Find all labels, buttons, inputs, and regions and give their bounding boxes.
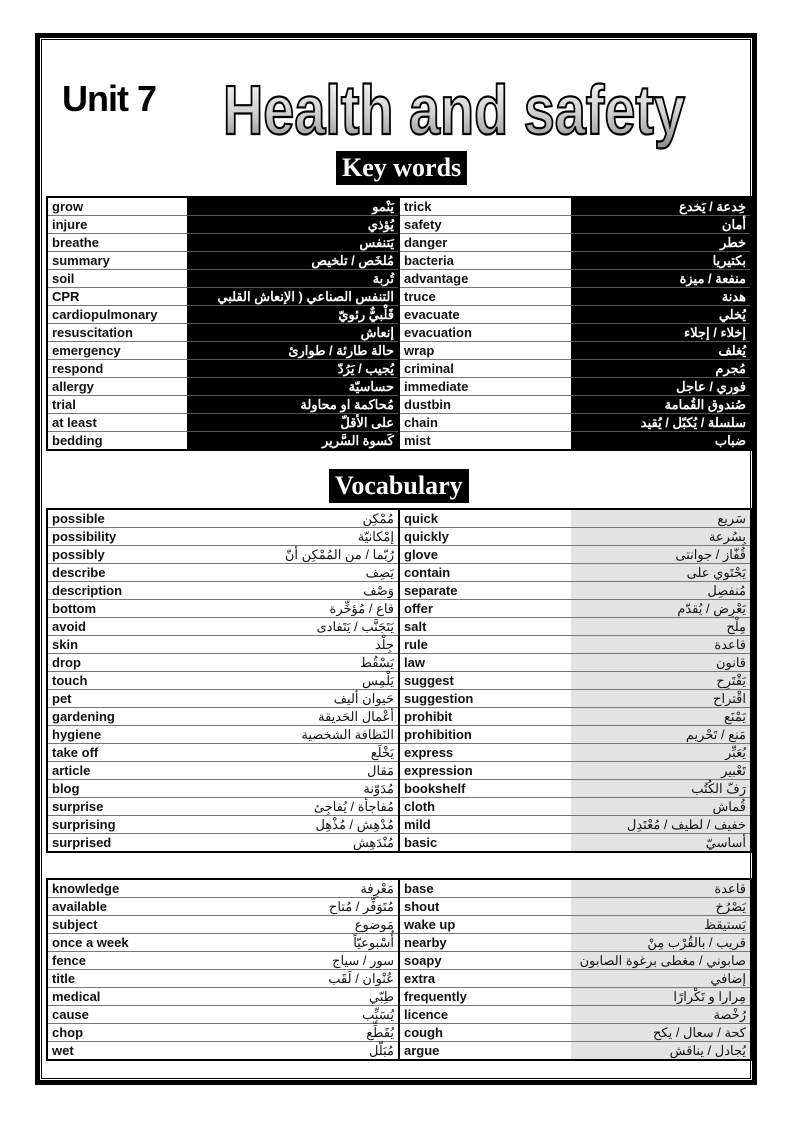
english-word: base — [399, 879, 571, 898]
arabic-meaning: قاعدة — [571, 636, 751, 654]
english-word: medical — [47, 988, 220, 1006]
word-row — [47, 600, 751, 618]
arabic-meaning: اقْتراح — [571, 690, 751, 708]
english-word: offer — [399, 600, 571, 618]
english-word: gardening — [47, 708, 220, 726]
arabic-meaning: هدنة — [571, 288, 751, 306]
english-word: express — [399, 744, 571, 762]
arabic-meaning: مُنْدَهِش — [220, 834, 399, 853]
english-word: separate — [399, 582, 571, 600]
english-word: cough — [399, 1024, 571, 1042]
word-row — [47, 564, 751, 582]
arabic-meaning: قُماش — [571, 798, 751, 816]
word-row — [47, 1006, 751, 1024]
english-word: nearby — [399, 934, 571, 952]
arabic-meaning: يَتَجَنَّب / يَتَفادى — [220, 618, 399, 636]
english-word: prohibit — [399, 708, 571, 726]
english-word: evacuate — [399, 306, 571, 324]
english-word: bookshelf — [399, 780, 571, 798]
english-word: cardiopulmonary — [47, 306, 187, 324]
english-word: criminal — [399, 360, 571, 378]
english-word: possibility — [47, 528, 220, 546]
arabic-meaning: مُبَلّل — [220, 1042, 399, 1061]
word-row — [47, 672, 751, 690]
arabic-meaning: إضافي — [571, 970, 751, 988]
english-word: surprise — [47, 798, 220, 816]
arabic-meaning: على الأقلّ — [187, 414, 399, 432]
arabic-meaning: منفعة / ميزة — [571, 270, 751, 288]
word-row — [47, 528, 751, 546]
word-row — [47, 252, 751, 270]
english-word: danger — [399, 234, 571, 252]
arabic-meaning: يُجادل / يناقش — [571, 1042, 751, 1061]
arabic-meaning: صابوني / مغطى برغوة الصابون — [571, 952, 751, 970]
arabic-meaning: مَنع / تَحْريم — [571, 726, 751, 744]
arabic-meaning: بِسُرعة — [571, 528, 751, 546]
page-title-text: Health and safety — [223, 71, 686, 149]
english-word: suggest — [399, 672, 571, 690]
arabic-meaning: يُخلي — [571, 306, 751, 324]
arabic-meaning: صُندوق القُمامة — [571, 396, 751, 414]
word-row — [47, 1042, 751, 1061]
word-row — [47, 780, 751, 798]
arabic-meaning: حساسيّة — [187, 378, 399, 396]
arabic-meaning: إخلاء / إجلاء — [571, 324, 751, 342]
arabic-meaning: يَمْنَع — [571, 708, 751, 726]
word-row — [47, 582, 751, 600]
english-word: surprised — [47, 834, 220, 853]
english-word: trick — [399, 197, 571, 216]
word-row — [47, 432, 751, 451]
arabic-meaning: رُخْصة — [571, 1006, 751, 1024]
arabic-meaning: مَقال — [220, 762, 399, 780]
arabic-meaning: أساسيّ — [571, 834, 751, 853]
english-word: blog — [47, 780, 220, 798]
english-word: at least — [47, 414, 187, 432]
arabic-meaning: يَتنفس — [187, 234, 399, 252]
arabic-meaning: مَوضوع — [220, 916, 399, 934]
arabic-meaning: النَظافة الشخصية — [220, 726, 399, 744]
key-words-table — [46, 196, 752, 451]
english-word: breathe — [47, 234, 187, 252]
arabic-meaning: جِلْد — [220, 636, 399, 654]
english-word: pet — [47, 690, 220, 708]
arabic-meaning: حَيوان أليف — [220, 690, 399, 708]
word-row — [47, 879, 751, 898]
word-row — [47, 816, 751, 834]
arabic-meaning: يُسَبِّب — [220, 1006, 399, 1024]
arabic-meaning: قَلْبيٌّ رئويّ — [187, 306, 399, 324]
arabic-meaning: يُؤذي — [187, 216, 399, 234]
arabic-meaning: يَستيقظ — [571, 916, 751, 934]
word-row — [47, 970, 751, 988]
english-word: dustbin — [399, 396, 571, 414]
word-row — [47, 834, 751, 853]
word-row — [47, 1024, 751, 1042]
english-word: respond — [47, 360, 187, 378]
arabic-meaning: مِرارا و تَكْرارًا — [571, 988, 751, 1006]
english-word: shout — [399, 898, 571, 916]
arabic-meaning: مُنفصِل — [571, 582, 751, 600]
english-word: article — [47, 762, 220, 780]
arabic-meaning: إنعاش — [187, 324, 399, 342]
english-word: cloth — [399, 798, 571, 816]
arabic-meaning: يَحْتَوي على — [571, 564, 751, 582]
arabic-meaning: مُدْهِش / مُذْهِل — [220, 816, 399, 834]
english-word: surprising — [47, 816, 220, 834]
arabic-meaning: قريب / بالقُرْب مِنْ — [571, 934, 751, 952]
arabic-meaning: طِبّي — [220, 988, 399, 1006]
english-word: truce — [399, 288, 571, 306]
english-word: law — [399, 654, 571, 672]
english-word: available — [47, 898, 220, 916]
unit-label: Unit 7 — [62, 78, 157, 119]
word-row — [47, 708, 751, 726]
english-word: resuscitation — [47, 324, 187, 342]
word-row — [47, 234, 751, 252]
arabic-meaning: عُنْوان / لَقَب — [220, 970, 399, 988]
word-row — [47, 690, 751, 708]
english-word: argue — [399, 1042, 571, 1061]
english-word: description — [47, 582, 220, 600]
arabic-meaning: مُدَوّنة — [220, 780, 399, 798]
english-word: grow — [47, 197, 187, 216]
arabic-meaning: رُبّما / من المُمْكِن أنّ — [220, 546, 399, 564]
english-word: bottom — [47, 600, 220, 618]
word-row — [47, 654, 751, 672]
arabic-meaning: يُقَطِّع — [220, 1024, 399, 1042]
vocabulary-table-1 — [46, 508, 752, 853]
english-word: soapy — [399, 952, 571, 970]
word-row — [47, 898, 751, 916]
arabic-meaning: وَصْف — [220, 582, 399, 600]
english-word: bedding — [47, 432, 187, 451]
word-row — [47, 306, 751, 324]
arabic-meaning: يَخْلَع — [220, 744, 399, 762]
arabic-meaning: قُفّاز / جوانتى — [571, 546, 751, 564]
english-word: title — [47, 970, 220, 988]
arabic-meaning: تُربة — [187, 270, 399, 288]
word-row — [47, 216, 751, 234]
english-word: rule — [399, 636, 571, 654]
arabic-meaning: قاعدة — [571, 879, 751, 898]
word-row — [47, 197, 751, 216]
arabic-meaning: أعْمال الحَديقة — [220, 708, 399, 726]
english-word: immediate — [399, 378, 571, 396]
arabic-meaning: يَسْقُط — [220, 654, 399, 672]
english-word: possible — [47, 509, 220, 528]
vocabulary-table-2 — [46, 878, 752, 1061]
word-row — [47, 762, 751, 780]
english-word: glove — [399, 546, 571, 564]
word-row — [47, 324, 751, 342]
english-word: skin — [47, 636, 220, 654]
arabic-meaning: مُجرم — [571, 360, 751, 378]
english-word: CPR — [47, 288, 187, 306]
english-word: mild — [399, 816, 571, 834]
arabic-meaning: مُفاجأة / يُفاجِئ — [220, 798, 399, 816]
english-word: allergy — [47, 378, 187, 396]
arabic-meaning: يَقْتَرِح — [571, 672, 751, 690]
english-word: hygiene — [47, 726, 220, 744]
arabic-meaning: أمان — [571, 216, 751, 234]
english-word: touch — [47, 672, 220, 690]
vocabulary-heading: Vocabulary — [329, 469, 469, 503]
arabic-meaning: يَلْمِس — [220, 672, 399, 690]
word-row — [47, 636, 751, 654]
english-word: subject — [47, 916, 220, 934]
english-word: summary — [47, 252, 187, 270]
arabic-meaning: قانون — [571, 654, 751, 672]
arabic-meaning: مُمْكِن — [220, 509, 399, 528]
english-word: salt — [399, 618, 571, 636]
arabic-meaning: تَعْبير — [571, 762, 751, 780]
arabic-meaning: مِلْح — [571, 618, 751, 636]
english-word: frequently — [399, 988, 571, 1006]
english-word: chain — [399, 414, 571, 432]
word-row — [47, 988, 751, 1006]
arabic-meaning: مُتَوَفِّر / مُتاح — [220, 898, 399, 916]
arabic-meaning: سلسلة / يُكبّل / يُقيد — [571, 414, 751, 432]
english-word: prohibition — [399, 726, 571, 744]
english-word: extra — [399, 970, 571, 988]
english-word: safety — [399, 216, 571, 234]
word-row — [47, 916, 751, 934]
word-row — [47, 360, 751, 378]
arabic-meaning: التنفس الصناعي ( الإنعاش القلبي — [187, 288, 399, 306]
word-row — [47, 744, 751, 762]
english-word: soil — [47, 270, 187, 288]
word-row — [47, 342, 751, 360]
arabic-meaning: رَفّ الكُتُب — [571, 780, 751, 798]
english-word: fence — [47, 952, 220, 970]
arabic-meaning: يَعْرِض / يُقدّم — [571, 600, 751, 618]
arabic-meaning: يُعَبِّر — [571, 744, 751, 762]
english-word: advantage — [399, 270, 571, 288]
english-word: wake up — [399, 916, 571, 934]
english-word: wet — [47, 1042, 220, 1061]
english-word: basic — [399, 834, 571, 853]
english-word: avoid — [47, 618, 220, 636]
word-row — [47, 509, 751, 528]
word-row — [47, 952, 751, 970]
arabic-meaning: مُلخَص / تلخيص — [187, 252, 399, 270]
english-word: expression — [399, 762, 571, 780]
arabic-meaning: إمْكانيّة — [220, 528, 399, 546]
english-word: quick — [399, 509, 571, 528]
english-word: suggestion — [399, 690, 571, 708]
arabic-meaning: بكتيريا — [571, 252, 751, 270]
arabic-meaning: سَريع — [571, 509, 751, 528]
arabic-meaning: يَنْمو — [187, 197, 399, 216]
word-row — [47, 414, 751, 432]
word-row — [47, 378, 751, 396]
english-word: quickly — [399, 528, 571, 546]
arabic-meaning: حالة طارئة / طوارئ — [187, 342, 399, 360]
arabic-meaning: كحة / سعال / يكح — [571, 1024, 751, 1042]
arabic-meaning: خفيف / لطيف / مُعْتَدِل — [571, 816, 751, 834]
arabic-meaning: ضباب — [571, 432, 751, 451]
word-row — [47, 288, 751, 306]
page-title — [220, 62, 688, 152]
english-word: emergency — [47, 342, 187, 360]
word-row — [47, 798, 751, 816]
arabic-meaning: فوري / عاجل — [571, 378, 751, 396]
english-word: once a week — [47, 934, 220, 952]
english-word: chop — [47, 1024, 220, 1042]
arabic-meaning: يُجيب / يَرُدّ — [187, 360, 399, 378]
english-word: possibly — [47, 546, 220, 564]
word-row — [47, 396, 751, 414]
arabic-meaning: كَسوة السَّرير — [187, 432, 399, 451]
arabic-meaning: أُسْبوعيّاً — [220, 934, 399, 952]
arabic-meaning: مُحاكمة او محاولة — [187, 396, 399, 414]
english-word: mist — [399, 432, 571, 451]
english-word: drop — [47, 654, 220, 672]
arabic-meaning: سور / سياج — [220, 952, 399, 970]
english-word: take off — [47, 744, 220, 762]
english-word: trial — [47, 396, 187, 414]
arabic-meaning: يَصْرُخ — [571, 898, 751, 916]
english-word: bacteria — [399, 252, 571, 270]
english-word: describe — [47, 564, 220, 582]
word-row — [47, 546, 751, 564]
word-row — [47, 726, 751, 744]
english-word: knowledge — [47, 879, 220, 898]
english-word: wrap — [399, 342, 571, 360]
arabic-meaning: قاع / مُؤخِّرة — [220, 600, 399, 618]
word-row — [47, 618, 751, 636]
arabic-meaning: مَعْرِفة — [220, 879, 399, 898]
english-word: licence — [399, 1006, 571, 1024]
arabic-meaning: خطر — [571, 234, 751, 252]
arabic-meaning: يَصِف — [220, 564, 399, 582]
arabic-meaning: خِدعة / يَخدع — [571, 197, 751, 216]
key-words-heading: Key words — [336, 151, 467, 185]
english-word: injure — [47, 216, 187, 234]
arabic-meaning: يُغلف — [571, 342, 751, 360]
word-row — [47, 270, 751, 288]
english-word: cause — [47, 1006, 220, 1024]
english-word: contain — [399, 564, 571, 582]
word-row — [47, 934, 751, 952]
english-word: evacuation — [399, 324, 571, 342]
